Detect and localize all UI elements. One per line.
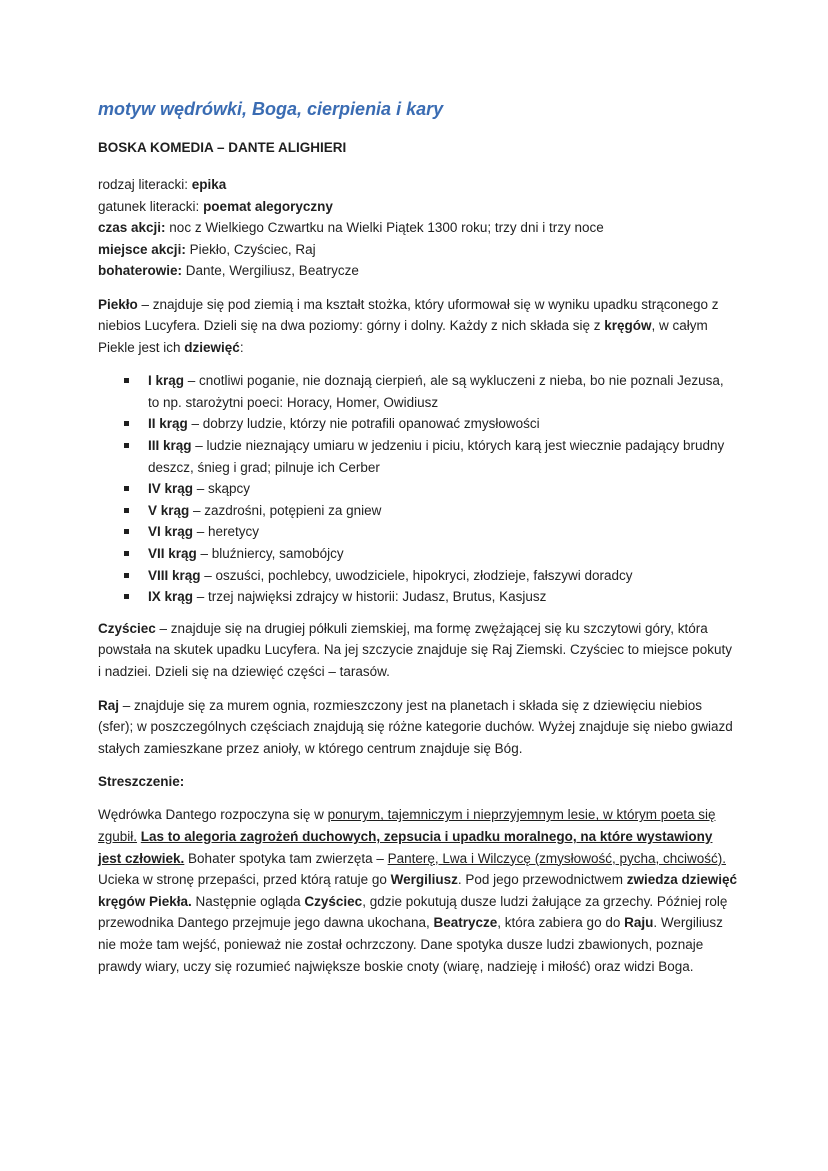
list-item: VI krąg – heretycy (120, 521, 738, 543)
list-item: III krąg – ludzie nieznający umiaru w jedzeniu i piciu, których karą jest wiecznie padający brudny deszcz, śnieg i grad; pilnuje ich Cerber (120, 435, 738, 478)
list-item: II krąg – dobrzy ludzie, którzy nie potrafili opanować zmysłowości (120, 413, 738, 435)
summary-paragraph: Wędrówka Dantego rozpoczyna się w ponurym, tajemniczym i nieprzyjemnym lesie, w którym poeta się zgubił. Las to alegoria zagrożeń duchowych, zepsucia i upadku moralnego, na które wystawiony jest człowiek. Bohater spotyka tam zwierzęta – Panterę, Lwa i Wilczycę (zmysłowość, pycha, chciwość). Ucieka w stronę przepaści, przed którą ratuje go Wergiliusz. Pod jego przewodnictwem zwiedza dziewięć kręgów Piekła. Następnie ogląda Czyściec, gdzie pokutują dusze ludzi żałujące za grzechy. Później rolę przewodnika Dantego przejmuje jego dawna ukochana, Beatrycze, która zabiera go do Raju. Wergiliusz nie może tam wejść, ponieważ nie został ochrzczony. Dane spotyka dusze ludzi zbawionych, poznaje prawdy wiary, uczy się rozumieć największe boskie cnoty (wiarę, nadzieję i miłość) oraz widzi Boga. (98, 807, 738, 974)
work-title: BOSKA KOMEDIA – DANTE ALIGHIERI (98, 140, 347, 155)
info-genre-kind: rodzaj literacki: epika (98, 177, 227, 192)
list-item: V krąg – zazdrośni, potępieni za gniew (120, 500, 738, 522)
bullet-icon (124, 551, 129, 556)
paradise-paragraph: Raj – znajduje się za murem ognia, rozmieszczony jest na planetach i składa się z dziewięciu niebios (sfer); w poszczególnych częściach znajdują się różne kategorie duchów. Wyżej znajduje się niebo gwiazd stałych zamieszkane przez anioły, w którego centrum znajduje się Bóg. (98, 697, 733, 756)
info-genre: gatunek literacki: poemat alegoryczny (98, 198, 333, 214)
document-page (98, 96, 738, 989)
bullet-icon (124, 443, 129, 448)
info-characters: bohaterowie: Dante, Wergiliusz, Beatrycze (98, 263, 359, 278)
list-item: IX krąg – trzej najwięksi zdrajcy w historii: Judasz, Brutus, Kasjusz (120, 586, 738, 608)
circles-list (120, 370, 738, 608)
list-item: I krąg – cnotliwi poganie, nie doznają cierpień, ale są wykluczeni z nieba, bo nie poznali Jezusa, to np. starożytni poeci: Horacy, Homer, Owidiusz (120, 370, 738, 413)
bullet-icon (124, 508, 129, 513)
list-item: IV krąg – skąpcy (120, 478, 738, 500)
info-time: czas akcji: noc z Wielkiego Czwartku na Wielki Piątek 1300 roku; trzy dni i trzy noce (98, 220, 604, 235)
info-place: miejsce akcji: Piekło, Czyściec, Raj (98, 241, 316, 257)
hell-paragraph: Piekło – znajduje się pod ziemią i ma kształt stożka, który uformował się w wyniku upadku strąconego z niebios Lucyfera. Dzieli się na dwa poziomy: górny i dolny. Każdy z nich składa się z kręgów, w całym Piekle jest ich dziewięć: (98, 296, 719, 355)
bullet-icon (124, 594, 129, 599)
bullet-icon (124, 421, 129, 426)
bullet-icon (124, 573, 129, 578)
document-title: motyw wędrówki, Boga, cierpienia i kary (98, 99, 444, 119)
list-item: VIII krąg – oszuści, pochlebcy, uwodziciele, hipokryci, złodzieje, fałszywi doradcy (120, 565, 738, 587)
bullet-icon (124, 486, 129, 491)
purgatory-paragraph: Czyściec – znajduje się na drugiej półkuli ziemskiej, ma formę zwężającej się ku szczytowi góry, która powstała na skutek upadku Lucyfera. Na jej szczycie znajduje się Raj Ziemski. Czyściec to miejsce pokuty i nadziei. Dzieli się na dziewięć części – tarasów. (98, 620, 733, 679)
summary-heading: Streszczenie: (98, 774, 185, 790)
bullet-icon (124, 378, 129, 383)
bullet-icon (124, 529, 129, 534)
work-info (98, 174, 738, 282)
list-item: VII krąg – bluźniercy, samobójcy (120, 543, 738, 565)
